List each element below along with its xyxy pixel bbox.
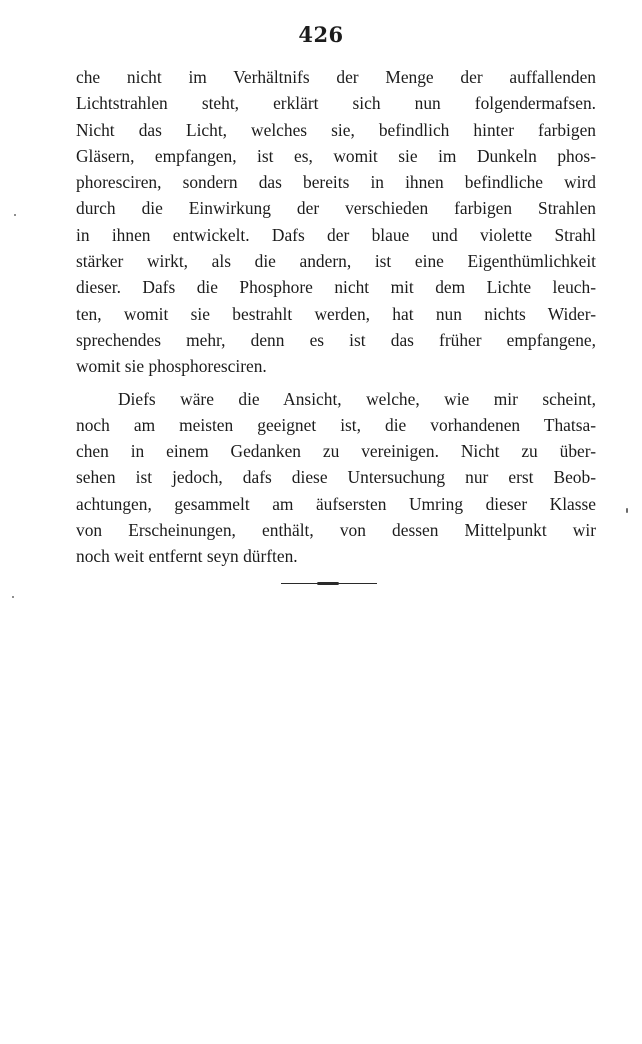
text-line: womit sie phosphoresciren. <box>76 356 267 377</box>
text-line: ten, womit sie bestrahlt werden, hat nun nichts Wider- <box>76 303 596 324</box>
text-line: durch die Einwirkung der verschieden farbigen Strahlen <box>76 198 596 219</box>
paper-speck <box>626 508 628 513</box>
text-line: noch weit entfernt seyn dürften. <box>76 546 298 567</box>
text-line: Lichtstrahlen steht, erklärt sich nun folgendermafsen. <box>76 93 596 114</box>
paragraph-1 <box>76 64 596 380</box>
paper-speck <box>12 596 14 598</box>
text-line: che nicht im Verhältnifs der Menge der auffallenden <box>76 67 596 87</box>
text-line: noch am meisten geeignet ist, die vorhandenen Thatsa- <box>76 414 596 435</box>
text-line: phoresciren, sondern das bereits in ihnen befindliche wird <box>76 172 596 193</box>
text-line: sehen ist jedoch, dafs diese Untersuchung nur erst Beob- <box>76 467 596 488</box>
text-line: sprechendes mehr, denn es ist das früher empfangene, <box>76 329 596 350</box>
section-end-rule <box>281 583 377 584</box>
page-number: 426 <box>298 22 344 47</box>
text-line: achtungen, gesammelt am äufsersten Umring dieser Klasse <box>76 493 596 514</box>
paper-speck <box>14 214 16 216</box>
body-text <box>76 64 596 570</box>
text-line: in ihnen entwickelt. Dafs der blaue und violette Strahl <box>76 224 596 245</box>
text-line: Nicht das Licht, welches sie, befindlich hinter farbigen <box>76 119 596 140</box>
text-line: Gläsern, empfangen, ist es, womit sie im Dunkeln phos- <box>76 145 596 166</box>
text-line: Diefs wäre die Ansicht, welche, wie mir scheint, <box>118 388 596 409</box>
text-line: von Erscheinungen, enthält, von dessen Mittelpunkt wir <box>76 520 596 541</box>
text-line: stärker wirkt, als die andern, ist eine Eigenthümlichkeit <box>76 251 596 272</box>
text-line: dieser. Dafs die Phosphore nicht mit dem Lichte leuch- <box>76 277 596 298</box>
paragraph-2 <box>76 386 596 570</box>
text-line: chen in einem Gedanken zu vereinigen. Nicht zu über- <box>76 441 596 462</box>
